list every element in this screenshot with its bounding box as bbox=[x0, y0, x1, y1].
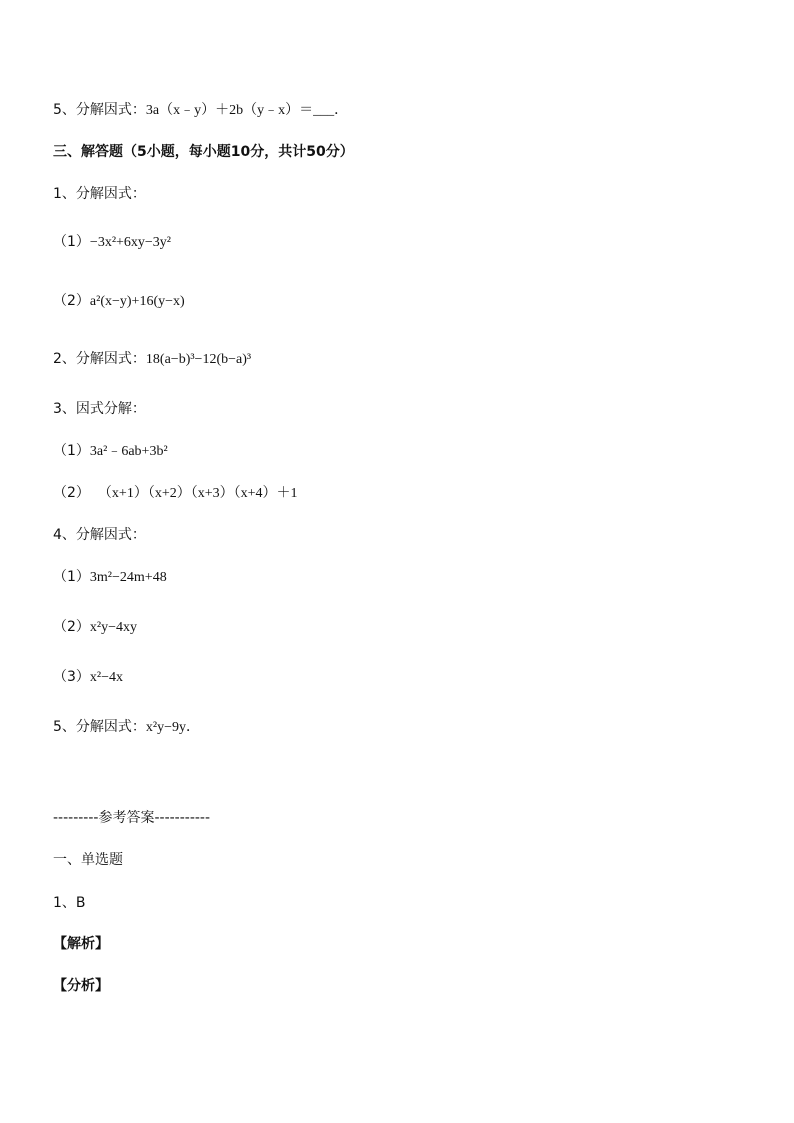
math-expression: 18(a−b)³−12(b−a)³ bbox=[145, 352, 252, 367]
part-label: （2） bbox=[53, 619, 90, 635]
part-label: （3） bbox=[53, 669, 90, 685]
answer-divider: ---------参考答案----------- bbox=[53, 810, 211, 826]
question-label: 2、分解因式： bbox=[53, 351, 146, 367]
part-label: （2） bbox=[53, 293, 90, 309]
question-3-part-1 bbox=[53, 442, 168, 461]
math-expression: 3a²﹣6ab+3b² bbox=[89, 444, 168, 459]
part-label: （2） bbox=[53, 485, 90, 501]
fenxi-tag: 【分析】 bbox=[53, 978, 109, 994]
part-label: （1） bbox=[53, 443, 90, 459]
math-expression: 3m²−24m+48 bbox=[89, 570, 167, 585]
question-label: 5、分解因式： bbox=[53, 719, 146, 735]
fill-question-5 bbox=[53, 101, 348, 120]
part-label: （1） bbox=[53, 234, 90, 250]
question-1-label: 1、分解因式： bbox=[53, 186, 146, 202]
answer-section-heading: 一、单选题 bbox=[53, 852, 123, 868]
question-1-part-1 bbox=[53, 233, 171, 252]
math-expression: x²y−9y． bbox=[145, 720, 201, 735]
math-expression: （x+1）（x+2）（x+3）（x+4）＋1 bbox=[97, 486, 298, 501]
question-3-label: 3、因式分解： bbox=[53, 401, 146, 417]
question-1-part-2 bbox=[53, 292, 185, 311]
math-expression: x²y−4xy bbox=[89, 620, 138, 635]
question-label: 5、分解因式： bbox=[53, 102, 146, 118]
question-4-part-3 bbox=[53, 668, 123, 687]
math-expression: 3a（x﹣y）＋2b（y﹣x）＝___． bbox=[145, 103, 349, 118]
question-4-label: 4、分解因式： bbox=[53, 527, 146, 543]
question-4-part-2 bbox=[53, 618, 137, 637]
math-expression: a²(x−y)+16(y−x) bbox=[89, 294, 185, 309]
question-3-part-2 bbox=[53, 484, 298, 503]
question-4-part-1 bbox=[53, 568, 167, 587]
section-heading: 三、解答题（5小题，每小题10分，共计50分） bbox=[53, 144, 354, 160]
math-expression: −3x²+6xy−3y² bbox=[89, 235, 172, 250]
part-label: （1） bbox=[53, 569, 90, 585]
answer-1: 1、B bbox=[53, 895, 86, 911]
question-5 bbox=[53, 718, 200, 737]
analysis-tag: 【解析】 bbox=[53, 936, 109, 952]
math-expression: x²−4x bbox=[89, 670, 124, 685]
question-2 bbox=[53, 350, 251, 369]
